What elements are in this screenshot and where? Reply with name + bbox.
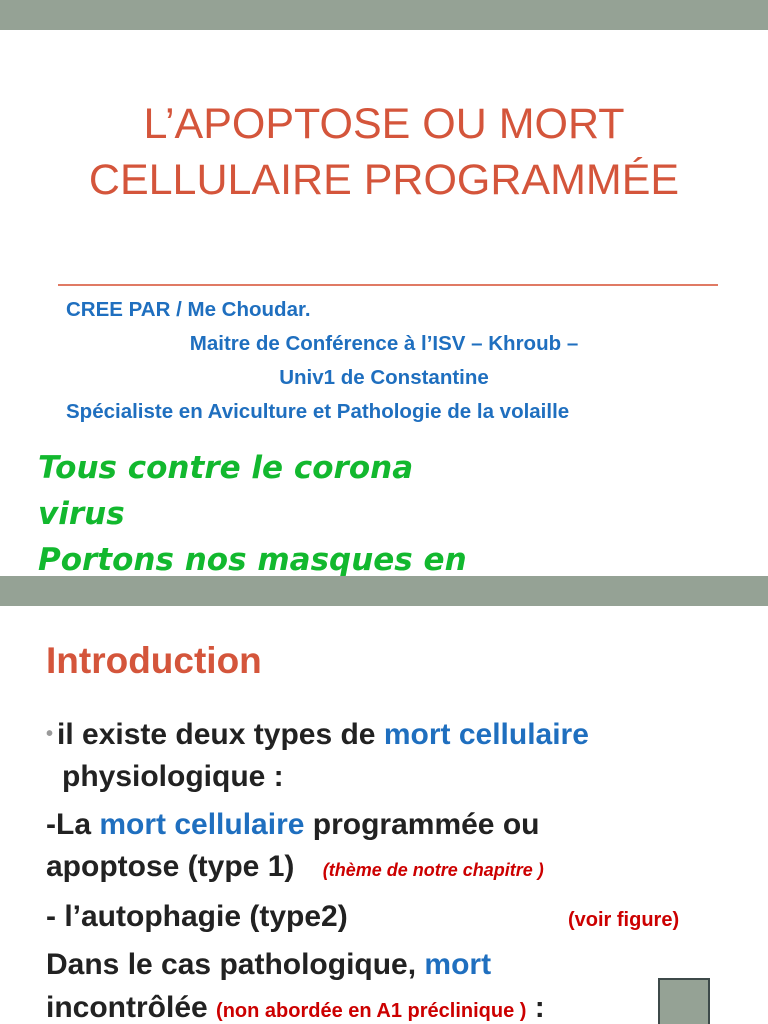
pathological-line: Dans le cas pathologique, mort: [46, 948, 492, 981]
author-specialty: Spécialiste en Aviculture et Pathologie de la volaille: [66, 400, 570, 423]
not-covered-note: (non abordée en A1 préclinique ): [216, 1000, 527, 1022]
figure-placeholder-box: [658, 978, 710, 1024]
slide-title: [0, 96, 768, 208]
covid-slogan: [38, 445, 558, 576]
bullet-line-2: physiologique :: [62, 760, 284, 793]
title-underline: [58, 284, 718, 286]
author-position: Maitre de Conférence à l’ISV – Khroub –: [189, 332, 579, 355]
slogan-line-1: Tous contre le corona: [38, 450, 414, 486]
section-heading: Introduction: [46, 640, 262, 681]
slogan-line-3: Portons nos masques en: [38, 542, 467, 576]
autophagy-line: - l’autophagie (type2): [46, 900, 348, 933]
chapter-note: (thème de notre chapitre ): [322, 860, 544, 880]
title-line-2: CELLULAIRE PROGRAMMÉE: [88, 156, 680, 204]
apoptosis-type-line: apoptose (type 1) (thème de notre chapitre ): [46, 850, 544, 883]
top-divider-bar: [0, 0, 768, 30]
title-line-1: L’APOPTOSE OU MORT: [143, 100, 625, 148]
uncontrolled-line: incontrôlée (non abordée en A1 préclinique ) :: [46, 991, 545, 1024]
bullet-dot-icon: •: [46, 723, 54, 745]
author-credit: CREE PAR / Me Choudar.: [66, 298, 311, 321]
slogan-line-2: virus: [38, 496, 125, 532]
apoptosis-line: -La mort cellulaire programmée ou: [46, 808, 540, 841]
title-slide: [0, 30, 768, 576]
bullet-line-1: • il existe deux types de mort cellulaire: [46, 718, 589, 751]
author-university: Univ1 de Constantine: [279, 366, 489, 389]
slide-divider-bar: [0, 576, 768, 606]
see-figure-note: (voir figure): [568, 909, 680, 931]
introduction-slide: [0, 606, 768, 1024]
